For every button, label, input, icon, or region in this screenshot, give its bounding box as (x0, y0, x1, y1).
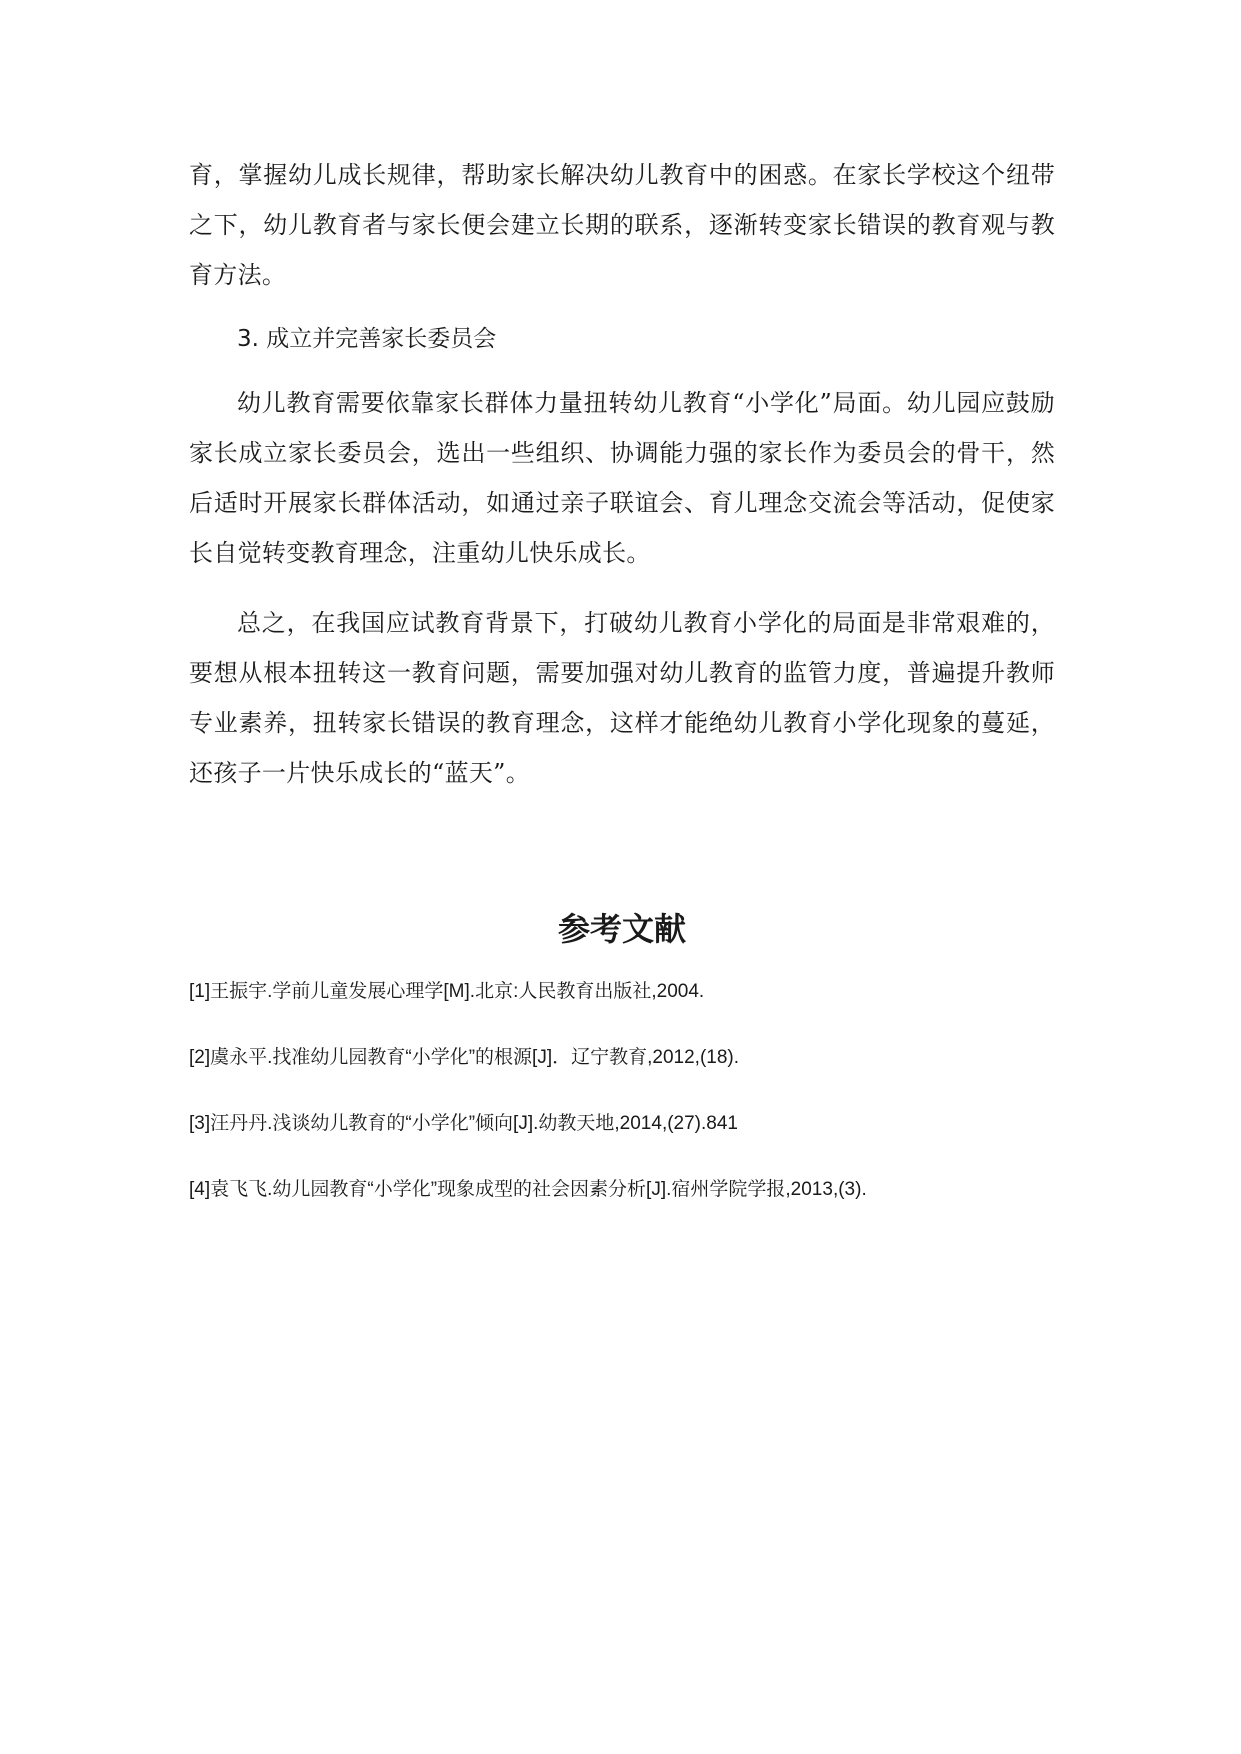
paragraph-parent-committee: 幼儿教育需要依靠家长群体力量扭转幼儿教育“小学化”局面。幼儿园应鼓励家长成立家长委员会，选出一些组织、协调能力强的家长作为委员会的骨干，然后适时开展家长群体活动，如通过亲子联谊会、育儿理念交流会等活动，促使家长自觉转变教育理念，注重幼儿快乐成长。 (189, 389, 1055, 567)
reference-item: [1]王振宇.学前儿童发展心理学[M].北京:人民教育出版社,2004. (189, 981, 705, 1002)
reference-item: [3]汪丹丹.浅谈幼儿教育的“小学化”倾向[J].幼教天地,2014,(27).841 (189, 1113, 738, 1134)
paragraph-conclusion: 总之，在我国应试教育背景下，打破幼儿教育小学化的局面是非常艰难的，要想从根本扭转这一教育问题，需要加强对幼儿教育的监管力度，普遍提升教师专业素养，扭转家长错误的教育理念，这样才能绝幼儿教育小学化现象的蔓延，还孩子一片快乐成长的“蓝天”。 (189, 609, 1055, 787)
references-title: 参考文献 (557, 910, 686, 948)
section-heading: 3. 成立并完善家长委员会 (237, 326, 497, 352)
reference-item: [4]袁飞飞.幼儿园教育“小学化”现象成型的社会因素分析[J].宿州学院学报,2013,(3). (189, 1179, 867, 1200)
body-text (189, 150, 1055, 798)
reference-item: [2]虞永平.找准幼儿园教育“小学化”的根源[J]．辽宁教育,2012,(18). (189, 1047, 740, 1068)
paragraph-parent-school: 育，掌握幼儿成长规律，帮助家长解决幼儿教育中的困惑。在家长学校这个纽带之下，幼儿教育者与家长便会建立长期的联系，逐渐转变家长错误的教育观与教育方法。 (189, 161, 1055, 289)
references-section (189, 905, 1055, 1239)
